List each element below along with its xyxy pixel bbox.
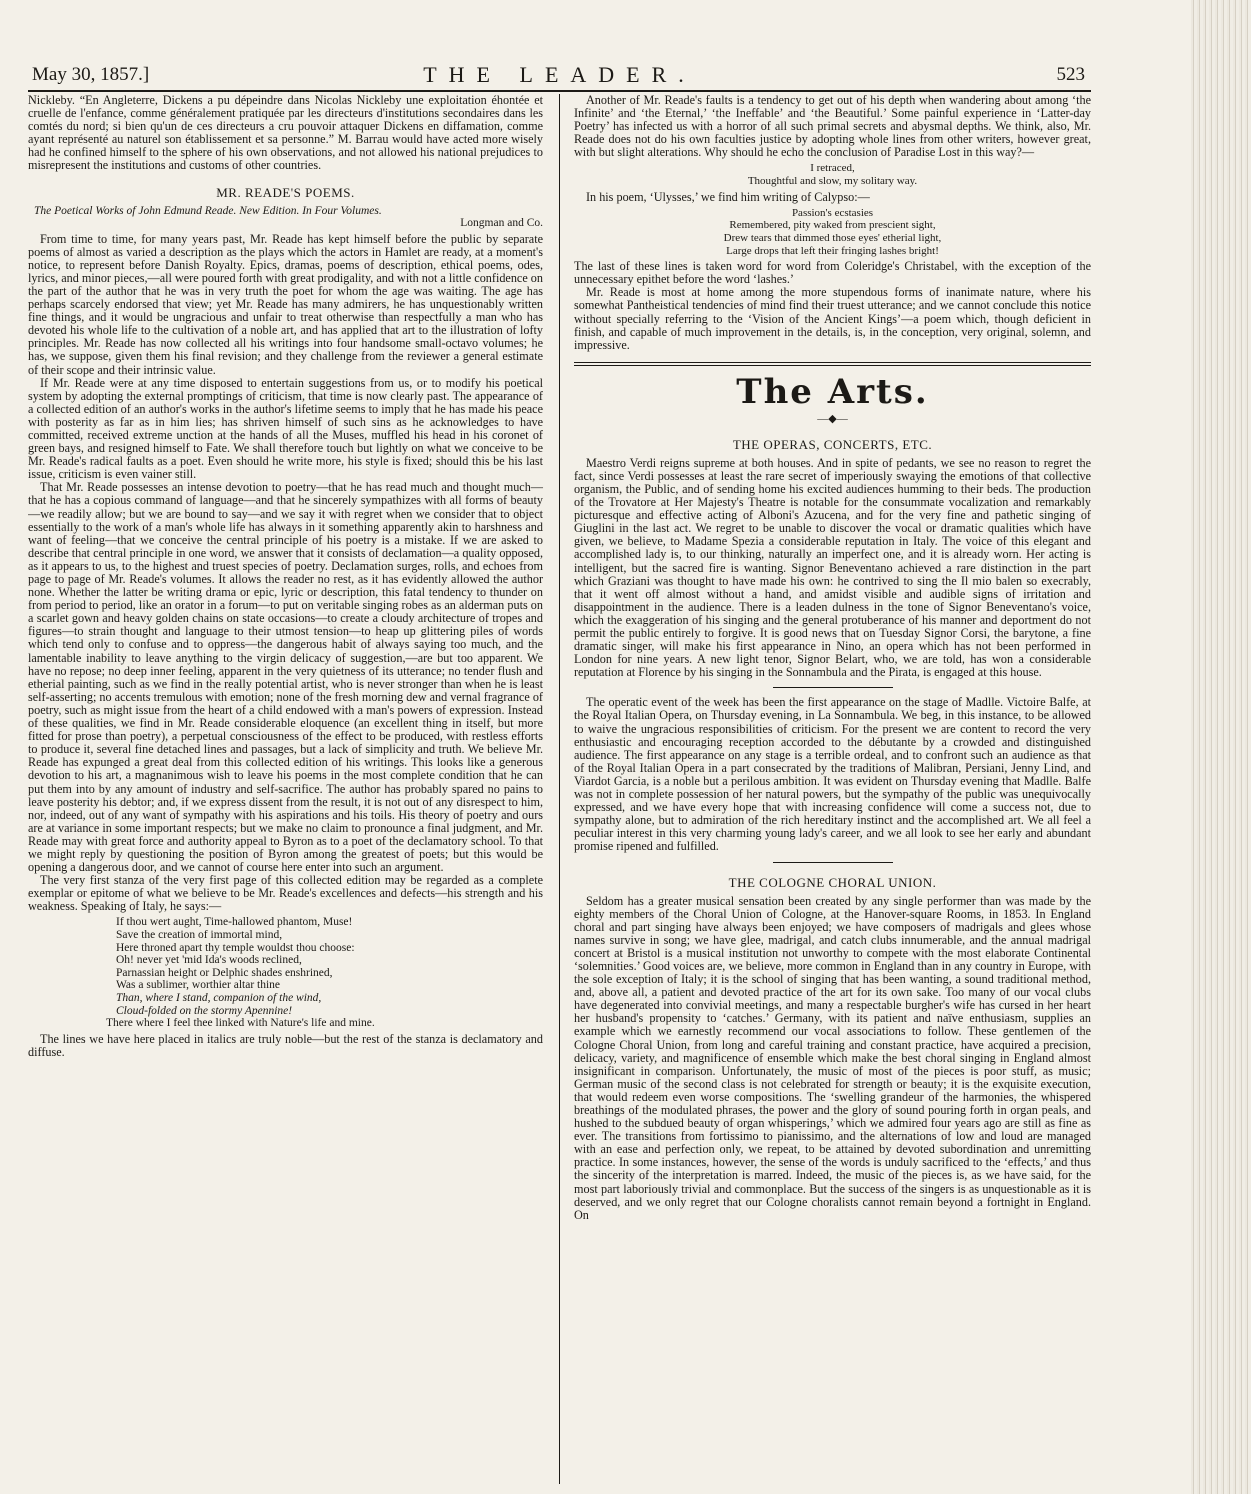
verse-line: There where I feel thee linked with Nature's life and mine. — [106, 1017, 375, 1030]
column-divider — [559, 94, 560, 1484]
italy-stanza — [106, 916, 543, 1030]
short-rule — [773, 862, 893, 863]
verse-line: Save the creation of immortal mind, — [116, 929, 283, 942]
reade-paragraph-8: Mr. Reade is most at home among the more stupendous forms of inanimate nature, where his somewhat Pantheistical tendencies of mind find their truest utterance; and we cannot conclude this notice without specially referring to the ‘Vision of the Ancient Kings’—a poem which, though deficient in finish, and capable of much improvement in the details, is, in the conception, very original, solemn, and impressive. — [574, 285, 1091, 352]
columns — [28, 94, 1091, 1484]
page-number: 523 — [1056, 64, 1085, 85]
review-paragraph-2: If Mr. Reade were at any time disposed to entertain suggestions from us, or to modify his poetical system by adopting the external promptings of criticism, that time is now clearly past. The appearance of a collected edition of an author's works in the author's lifetime seems to imply that he has made his peace with posterity as far as in him lies; has shriven himself of such sins as he acknowledges to have committed, received extreme unction at the hands of all the Muses, muffled his head in his coronet of green bays, and resigned himself to Fate. We shall therefore touch but lightly on what we conceive to be Mr. Reade's radical faults as a poet. Even should he write more, his style is fixed; should this be his last issue, criticism is even vainer still. — [28, 375, 543, 482]
review-paragraph-4: The very first stanza of the very first page of this collected edition may be regarded as a complete exemplar or epitome of what we believe to be Mr. Reade's excellences and defects—his strength and his weakness. Speaking of Italy, he says:— — [28, 873, 543, 914]
verse-line: Parnassian height or Delphic shades enshrined, — [116, 966, 333, 979]
reade-paragraph-5: Another of Mr. Reade's faults is a tendency to get out of his depth when wandering about among ‘the Infinite’ and ‘the Eternal,’ ‘the Ineffable’ and ‘the Beautiful.’ Some painful experience in ‘Latter-day Poetry’ has infected us with a horror of all such primal secrets and abysmal depths. We think, also, Mr. Reade does not do his own faculties justice by adopting whole lines from other writers, however great, with but slight alterations. Why should he echo the conclusion of Paradise Lost in this way?— — [574, 94, 1091, 160]
cologne-paragraph: Seldom has a greater musical sensation been created by any single performer than was made by the eighty members of the Choral Union of Cologne, at the Hanover-square Rooms, in 1853. In England choral and part singing have always been enjoyed; we have composers of madrigals and glees whose names survive in song; we have glee, madrigal, and catch clubs innumerable, and the annual madrigal concert at Bristol is a musical institution not unworthy to compete with the most elaborate Continental ‘solemnities.’ Good voices are, we believe, more common in England than in any country in Europe, with the sole exception of Italy; it is the school of singing that has been wanting, a sound traditional method, and, above all, a patient and devoted practice of the art for its own sake. Too many of our vocal clubs have degenerated into convivial meetings, and many a respectable burgher's wife has cursed in her heart her husband's propensity to ‘catches.’ Germany, with its patient and naïve enthusiasm, supplies an example which we earnestly recommend our vocal associations to follow. These gentlemen of the Cologne Choral Union, from long and careful training and constant practice, have acquired a precision, delicacy, variety, and magnificence of ensemble which make the best choral singing in England almost insignificant in comparison. Unfortunately, the music of most of the pieces is poor stuff, as music; German music of the second class is not celebrated for strength or beauty; it is the exquisite execution, that would redeem even worse compositions. The ‘swelling grandeur of the harmonies, the whispered breathings of the modulated phrases, the power and the glory of sound pouring forth in organ peals, and hushed to the subdued beauty of organ whisperings,’ which we admired four years ago are still as fine as ever. The transitions from fortissimo to pianissimo, and the alternations of low and loud are managed with an ease and perfection only, we repeat, to be attained by devoted subordination and unremitting practice. In some instances, however, the sense of the words is unduly sacrificed to the ‘effects,’ and thus the sincerity of the interpretation is marred. Indeed, the music of the pieces is, as we have said, for the most part laboriously trivial and commonplace. But the success of the singers is as unquestionable as it is deserved, and we only regret that our Cologne choralists cannot remain beyond a fortnight in England. On — [574, 893, 1091, 1222]
verse-line: If thou wert aught, Time-hallowed phantom, Muse! — [116, 916, 353, 929]
masthead — [28, 60, 1091, 92]
cologne-heading: THE COLOGNE CHORAL UNION. — [728, 874, 937, 890]
book-title-line: The Poetical Works of John Edmund Reade. New Edition. In Four Volumes. — [34, 204, 382, 217]
reade-paragraph-7: The last of these lines is taken word for word from Coleridge's Christabel, with the exception of the unnecessary epithet before the word ‘lashes.’ — [574, 259, 1091, 287]
operas-paragraph-2: The operatic event of the week has been the first appearance on the stage of Madlle. Victoire Balfe, at the Royal Italian Opera, on Thursday evening, in La Sonnambula. We beg, in this instance, to be allowed to waive the ungracious responsibilities of criticism. For the present we are content to record the very enthusiastic and encouraging reception accorded to the débutante by a crowded and distinguished audience. The first appearance on any stage is a terrible ordeal, and to confront such an audience as that of the Royal Italian Opera in a part consecrated by the traditions of Malibran, Persiani, Jenny Lind, and Viardot Garcia, is a noble but a perilous ambition. It was evident on Thursday evening that Madlle. Balfe was not in complete possession of her natural powers, but the sympathy of the public was unequivocally expressed, and we have every hope that with increasing confidence will come a success not, due to sympathy alone, but to admiration of the rich hereditary instinct and the accomplished art. We all feel a peculiar interest in this very charming young lady's career, and we all look to see her early and abundant promise ripened and fulfilled. — [574, 695, 1091, 854]
short-rule — [773, 687, 893, 688]
publisher-line: Longman and Co. — [460, 216, 543, 229]
section-rule — [574, 362, 1091, 366]
reade-paragraph-6: In his poem, ‘Ulysses,’ we find him writing of Calypso:— — [586, 189, 870, 204]
reade-poems-heading: MR. READE'S POEMS. — [216, 184, 355, 200]
page-edge-shadow — [1191, 0, 1251, 1494]
intro-paragraph: Nickleby. “En Angleterre, Dickens a pu dépeindre dans Nicolas Nickleby une exploitation éhontée et cruelle de l'enfance, comme généralement pratiquée par les directeurs d'institutions secondaires dans les comtés du nord; si bien qu'un de ces directeurs a cru pouvoir attaquer Dickens en diffamation, comme ayant représenté au naturel son établissement et sa personne.” M. Barrau would have acted more wisely had he confined himself to the sphere of his own observations, and not allowed his national prejudices to misrepresent the institutions and customs of other countries. — [28, 94, 543, 173]
operas-heading: THE OPERAS, CONCERTS, ETC. — [732, 436, 933, 452]
review-paragraph-1: From time to time, for many years past, Mr. Reade has kept himself before the public by separate poems of almost as varied a description as the plays which the actors in Hamlet are ready, at a moment's notice, to represent before Danish Royalty. Epics, dramas, poems of description, ethical poems, odes, lyrics, and minor pieces,—all were poured forth with great prodigality, and with not a little confidence on the part of the author that he was in very truth the poet for whom the age was waiting. The age has perhaps scarcely endorsed that view; yet Mr. Reade has many admirers, he has unquestionably written fine things, and it would be ungracious and unfair to treat otherwise than respectfully a man who has devoted his whole life to the cultivation of a noble art, and has applied that art to the illustration of lofty principles. Mr. Reade has now collected all his writings into four handsome small-octavo volumes; he has, we suppose, given them his final revision; and they challenge from the reviewer a general estimate of their scope and their intrinsic value. — [28, 231, 543, 377]
quote-line: I retraced, — [810, 162, 855, 175]
review-paragraph-3: That Mr. Reade possesses an intense devotion to poetry—that he has read much and thought much—that he has a copious command of language—and that he sincerely sympathizes with all forms of beauty—we readily allow; but we are bound to say—and we say it with regret when we consider that to object essentially to the work of a man's whole life has always in it something apparently akin to harshness and want of feeling—that we conceive the central principle of his poetry is a mistake. If we are asked to describe that central principle in one word, we answer that it consists of declamation—a quality opposed, as it appears to us, to the highest and truest species of poetry. Declamation surges, rolls, and echoes from page to page of Mr. Reade's volumes. It allows the reader no rest, as it has evidently allowed the author none. Whether the latter be writing drama or epic, lyric or description, this fatal tendency to thunder on from period to period, like an orator in a forum—to put on veritable singing robes as an alderman puts on a scarlet gown and heavy golden chains on state occasions—to create a cloudy architecture of tropes and figures—to strain thought and language to their utmost tension—to heap up glittering piles of words which tend only to confuse and to oppress—the dangerous habit of always saying too much, and the lamentable inability to leave anything to the virgin delicacy of suggestion,—are but too apparent. We have no repose; no deep inner feeling, apparent in the very quietness of its utterance; no tender flush and etherial painting, such as we find in the really potential artist, who is never stronger than when he is least self-asserting; no accents tremulous with emotion; none of the fresh morning dew and vernal fragrance of poetry, such as might issue from the heart of a child endowed with a man's powers of expression. Instead of these qualities, we find in Mr. Reade considerable eloquence (an excellent thing in itself, but more fitted for prose than poetry), a perpetual consciousness of the effect to be produced, with restless efforts to produce it, several fine detached lines and passages, but a lack of simplicity and truth. We believe Mr. Reade has expunged a great deal from this collected edition of his writings. This looks like a generous devotion to his art, a magnanimous wish to leave his poems in the most complete condition that he can put them into by any amount of industry and self-sacrifice. The author has probably spared no pains to leave posterity his debtor; and, if we express dissent from the result, it is not out of any disrespect to him, nor, indeed, out of any want of sympathy with his aspirations and his toils. His theory of poetry and ours are at variance in some important respects; but we make no claim to pronounce a final judgment, and Mr. Reade may with great force and authority appeal to Byron as to a poet of the declamatory school. To that we might reply by questioning the position of Byron among the greatest of poets; but this would be opening a dangerous door, and we cannot of course here enter into such an argument. — [28, 480, 543, 875]
left-column — [28, 94, 553, 1484]
verse-line: Than, where I stand, companion of the wind, — [116, 992, 322, 1004]
quote-line: Passion's ecstasies — [791, 206, 874, 219]
issue-date: May 30, 1857.] — [32, 64, 150, 85]
ornament-divider: —◆— — [817, 412, 848, 425]
paradise-quote — [574, 162, 1091, 187]
verse-line: Cloud-folded on the stormy Apennine! — [116, 1004, 293, 1017]
verse-line: Here throned apart thy temple wouldst thou choose: — [116, 941, 355, 954]
quote-line: Remembered, pity waked from prescient sight, — [729, 219, 936, 232]
verse-line: Was a sublimer, worthier altar thine — [116, 979, 281, 992]
arts-section-title: The Arts. — [736, 371, 929, 412]
verse-line: Oh! never yet 'mid Ida's woods reclined, — [116, 954, 302, 967]
newspaper-title: THE LEADER. — [423, 62, 696, 87]
quote-line: Large drops that left their fringing lashes bright! — [726, 244, 939, 257]
operas-paragraph-1: Maestro Verdi reigns supreme at both houses. And in spite of pedants, we see no reason to regret the fact, since Verdi possesses at least the rare secret of imperiously swaying the emotions of that collective organism, the Public, and of sending home his excited audiences humming to their beds. The production of the Trovatore at Her Majesty's Theatre is notable for the consummate vocalization and remarkably picturesque and effective acting of Alboni's Azucena, and for the very fine and pathetic singing of Giuglini in the last act. We regret to be unable to discover the vocal or dramatic qualities which have given, we believe, to Madame Spezia a considerable reputation in Italy. The voice of this elegant and accomplished lady is, to our thinking, naturally an imperfect one, and it is already worn. Her acting is intelligent, but the sacred fire is wanting. Signor Beneventano achieved a rare distinction in the part which Graziani was thought to have made his own: he contrived to sing the Il mio balen so execrably, that it went off almost without a hand, and amidst visible and audible signs of irritation and disappointment in the audience. There is a leaden dulness in the tone of Signor Beneventano's voice, which the exaggeration of his singing and the general protuberance of his manner and deportment do not permit the public entirely to forgive. It is good news that on Tuesday Signor Corsi, the barytone, a fine dramatic singer, will make his first appearance in Nino, an opera which has not been performed in London for nine years. A new light tenor, Signor Belart, who, we are told, has won a considerable reputation at Florence by his singing in the Sonnambula and the Pirata, is engaged at this house. — [574, 455, 1091, 680]
closing-paragraph: The lines we have here placed in italics are truly noble—but the rest of the stanza is declamatory and diffuse. — [28, 1031, 543, 1059]
quote-line: Drew tears that dimmed those eyes' etherial light, — [723, 231, 942, 244]
quote-line: Thoughtful and slow, my solitary way. — [747, 175, 918, 188]
calypso-quote — [574, 207, 1091, 257]
right-column — [566, 94, 1091, 1484]
